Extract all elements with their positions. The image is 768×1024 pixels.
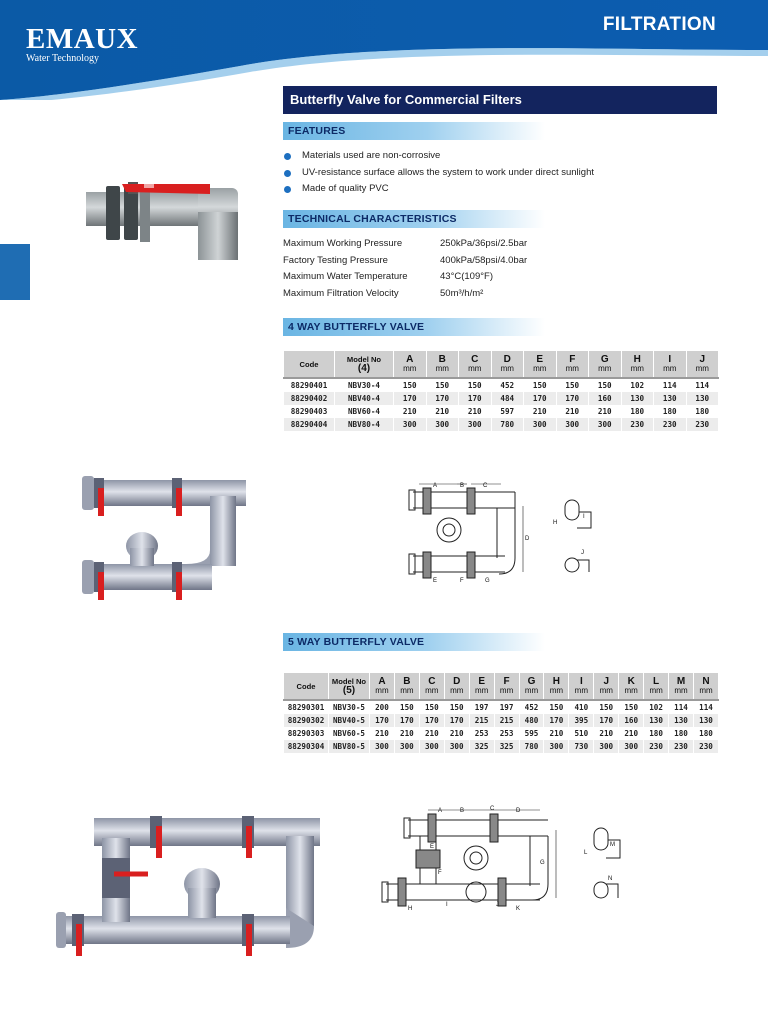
table-cell: 210	[419, 727, 444, 740]
table-cell: 210	[594, 727, 619, 740]
table-cell: NBV40-5	[329, 714, 370, 727]
table-cell: 215	[494, 714, 519, 727]
table-cell: 170	[426, 392, 459, 405]
table-cell: 300	[394, 418, 427, 431]
bullet-icon	[284, 186, 291, 193]
four-way-heading: 4 WAY BUTTERFLY VALVE	[283, 318, 545, 336]
column-header-h: H mm	[621, 351, 654, 379]
tech-row: Maximum Water Temperature 43°C(109°F)	[283, 271, 494, 283]
table-cell: 210	[524, 405, 557, 418]
five-way-assembly-photo	[52, 808, 332, 964]
table-cell: 300	[556, 418, 589, 431]
tech-row: Maximum Working Pressure 250kPa/36psi/2.5bar	[283, 238, 528, 249]
table-cell: 410	[569, 700, 594, 714]
table-cell: 780	[519, 740, 544, 753]
dim-label: I	[583, 514, 585, 520]
table-row	[284, 418, 719, 431]
table-cell: 210	[394, 405, 427, 418]
table-cell: 88290301	[284, 700, 329, 714]
table-cell: 160	[619, 714, 644, 727]
table-cell: 170	[444, 714, 469, 727]
column-header-a: A mm	[394, 351, 427, 379]
column-header-e: E mm	[469, 673, 494, 701]
table-cell: 452	[491, 378, 524, 392]
side-tab	[0, 244, 30, 300]
table-cell: 170	[524, 392, 557, 405]
table-cell: NBV80-5	[329, 740, 370, 753]
table-cell: 230	[621, 418, 654, 431]
table-cell: 325	[494, 740, 519, 753]
table-cell: 88290402	[284, 392, 335, 405]
table-cell: 197	[469, 700, 494, 714]
dim-label: E	[433, 578, 438, 584]
table-cell: 150	[556, 378, 589, 392]
table-cell: 210	[544, 727, 569, 740]
column-header-d: D mm	[444, 673, 469, 701]
feature-item: Materials used are non-corrosive	[284, 150, 594, 167]
table-cell: 88290404	[284, 418, 335, 431]
table-row	[284, 378, 719, 392]
table-cell: 170	[394, 714, 419, 727]
table-cell: 300	[544, 740, 569, 753]
column-header-e: E mm	[524, 351, 557, 379]
category-title: FILTRATION	[602, 14, 716, 35]
table-cell: 102	[644, 700, 669, 714]
column-header-f: F mm	[494, 673, 519, 701]
column-header-a: A mm	[370, 673, 395, 701]
header-band	[0, 0, 768, 100]
column-header-k: K mm	[619, 673, 644, 701]
table-cell: NBV30-4	[335, 378, 394, 392]
table-cell: 210	[426, 405, 459, 418]
table-cell: 595	[519, 727, 544, 740]
table-row	[284, 700, 719, 714]
dim-label: H	[553, 520, 558, 526]
table-row	[284, 392, 719, 405]
table-cell: 180	[669, 727, 694, 740]
table-cell: 130	[686, 392, 719, 405]
dim-label: H	[408, 906, 413, 912]
table-cell: 597	[491, 405, 524, 418]
table-cell: 130	[693, 714, 718, 727]
table-cell: 130	[644, 714, 669, 727]
table-cell: 253	[494, 727, 519, 740]
table-cell: NBV30-5	[329, 700, 370, 714]
feature-item: UV-resistance surface allows the system to work under direct sunlight	[284, 167, 594, 184]
table-header-row	[284, 673, 719, 701]
table-cell: 180	[693, 727, 718, 740]
dim-label: E	[430, 844, 435, 850]
table-cell: 150	[419, 700, 444, 714]
dim-label: A	[433, 483, 438, 489]
table-cell: 150	[524, 378, 557, 392]
table-row	[284, 405, 719, 418]
table-cell: 197	[494, 700, 519, 714]
dim-label: F	[438, 870, 442, 876]
table-cell: 300	[459, 418, 492, 431]
table-cell: 300	[594, 740, 619, 753]
dim-label: D	[525, 536, 530, 542]
table-cell: 150	[394, 700, 419, 714]
column-header-code: Code	[284, 673, 329, 701]
table-cell: 160	[589, 392, 622, 405]
column-header-f: F mm	[556, 351, 589, 379]
column-header-model: Model No (4)	[335, 351, 394, 379]
dim-label: M	[610, 842, 615, 848]
table-cell: 150	[594, 700, 619, 714]
brand-logo	[26, 24, 138, 64]
bullet-icon	[284, 170, 291, 177]
table-cell: 253	[469, 727, 494, 740]
dim-label: C	[483, 483, 488, 489]
features-heading: FEATURES	[283, 122, 545, 140]
bullet-icon	[284, 153, 291, 160]
table-cell: 150	[459, 378, 492, 392]
dim-label: L	[584, 850, 588, 856]
dim-label: G	[485, 578, 490, 584]
five-way-technical-drawing	[380, 802, 630, 914]
table-cell: 325	[469, 740, 494, 753]
table-cell: 210	[394, 727, 419, 740]
table-cell: 210	[556, 405, 589, 418]
dim-label: J	[581, 550, 584, 556]
table-cell: 150	[619, 700, 644, 714]
dim-label: I	[446, 902, 448, 908]
five-way-heading: 5 WAY BUTTERFLY VALVE	[283, 633, 545, 651]
features-list	[284, 150, 594, 200]
table-cell: 114	[654, 378, 687, 392]
table-cell: 170	[370, 714, 395, 727]
table-cell: NBV80-4	[335, 418, 394, 431]
logo-wordmark: EMAUX	[26, 23, 139, 55]
column-header-b: B mm	[426, 351, 459, 379]
dim-label: N	[608, 876, 613, 882]
four-way-assembly-photo	[80, 470, 250, 602]
table-cell: 88290403	[284, 405, 335, 418]
dim-label: C	[490, 806, 495, 812]
dim-label: B	[460, 808, 465, 814]
column-header-i: I mm	[569, 673, 594, 701]
table-cell: 215	[469, 714, 494, 727]
table-cell: 230	[654, 418, 687, 431]
table-cell: 300	[370, 740, 395, 753]
table-cell: 510	[569, 727, 594, 740]
table-cell: 114	[686, 378, 719, 392]
four-way-technical-drawing	[405, 478, 605, 586]
table-cell: 170	[459, 392, 492, 405]
table-cell: 150	[444, 700, 469, 714]
dim-label: J	[496, 902, 499, 908]
table-cell: 88290303	[284, 727, 329, 740]
table-cell: 180	[644, 727, 669, 740]
dim-label: D	[516, 808, 521, 814]
table-cell: 300	[426, 418, 459, 431]
table-cell: 230	[644, 740, 669, 753]
table-cell: 480	[519, 714, 544, 727]
table-cell: 114	[693, 700, 718, 714]
valve-photo	[86, 172, 246, 260]
table-row	[284, 727, 719, 740]
table-row	[284, 740, 719, 753]
dim-label: A	[438, 808, 443, 814]
column-header-j: J mm	[594, 673, 619, 701]
table-cell: 102	[621, 378, 654, 392]
column-header-c: C mm	[459, 351, 492, 379]
four-way-table	[283, 350, 719, 431]
column-header-l: L mm	[644, 673, 669, 701]
table-cell: 130	[669, 714, 694, 727]
table-cell: 200	[370, 700, 395, 714]
table-cell: 230	[686, 418, 719, 431]
table-cell: 170	[594, 714, 619, 727]
table-body	[284, 700, 719, 753]
table-cell: 210	[370, 727, 395, 740]
table-cell: NBV60-4	[335, 405, 394, 418]
page-title: Butterfly Valve for Commercial Filters	[283, 86, 717, 114]
table-cell: 170	[556, 392, 589, 405]
column-header-d: D mm	[491, 351, 524, 379]
dim-label: B	[460, 483, 465, 489]
column-header-b: B mm	[394, 673, 419, 701]
column-header-code: Code	[284, 351, 335, 379]
table-cell: 452	[519, 700, 544, 714]
table-cell: 210	[459, 405, 492, 418]
dim-label: F	[460, 578, 464, 584]
table-cell: 230	[669, 740, 694, 753]
table-cell: NBV40-4	[335, 392, 394, 405]
column-header-j: J mm	[686, 351, 719, 379]
column-header-g: G mm	[589, 351, 622, 379]
table-cell: 484	[491, 392, 524, 405]
technical-heading: TECHNICAL CHARACTERISTICS	[283, 210, 545, 228]
table-cell: 150	[426, 378, 459, 392]
table-cell: 210	[444, 727, 469, 740]
table-header-row	[284, 351, 719, 379]
column-header-m: M mm	[669, 673, 694, 701]
table-cell: 300	[419, 740, 444, 753]
table-cell: 210	[619, 727, 644, 740]
table-cell: 150	[589, 378, 622, 392]
table-cell: 180	[686, 405, 719, 418]
table-cell: 395	[569, 714, 594, 727]
table-cell: 88290304	[284, 740, 329, 753]
technical-list	[283, 238, 583, 305]
logo-tagline: Water Technology	[26, 53, 100, 64]
column-header-g: G mm	[519, 673, 544, 701]
table-cell: 130	[621, 392, 654, 405]
table-row	[284, 714, 719, 727]
table-cell: 150	[394, 378, 427, 392]
table-cell: 180	[621, 405, 654, 418]
table-cell: 170	[544, 714, 569, 727]
tech-row: Factory Testing Pressure 400kPa/58psi/4.0bar	[283, 254, 528, 266]
column-header-h: H mm	[544, 673, 569, 701]
table-cell: 300	[524, 418, 557, 431]
table-cell: 114	[669, 700, 694, 714]
dim-label: G	[540, 860, 545, 866]
table-cell: 300	[619, 740, 644, 753]
table-body	[284, 378, 719, 431]
tech-row: Maximum Filtration Velocity 50m³/h/m²	[283, 288, 484, 300]
table-cell: 170	[394, 392, 427, 405]
feature-item: Made of quality PVC	[284, 183, 594, 200]
column-header-c: C mm	[419, 673, 444, 701]
table-cell: 180	[654, 405, 687, 418]
table-cell: 780	[491, 418, 524, 431]
dim-label: K	[516, 906, 521, 912]
five-way-table	[283, 672, 719, 753]
table-cell: 130	[654, 392, 687, 405]
table-cell: 210	[589, 405, 622, 418]
table-cell: NBV60-5	[329, 727, 370, 740]
table-cell: 88290302	[284, 714, 329, 727]
column-header-model: Model No (5)	[329, 673, 370, 701]
table-cell: 170	[419, 714, 444, 727]
table-cell: 150	[544, 700, 569, 714]
column-header-n: N mm	[693, 673, 718, 701]
column-header-i: I mm	[654, 351, 687, 379]
table-cell: 300	[444, 740, 469, 753]
table-cell: 88290401	[284, 378, 335, 392]
table-cell: 300	[589, 418, 622, 431]
table-cell: 730	[569, 740, 594, 753]
table-cell: 230	[693, 740, 718, 753]
table-cell: 300	[394, 740, 419, 753]
